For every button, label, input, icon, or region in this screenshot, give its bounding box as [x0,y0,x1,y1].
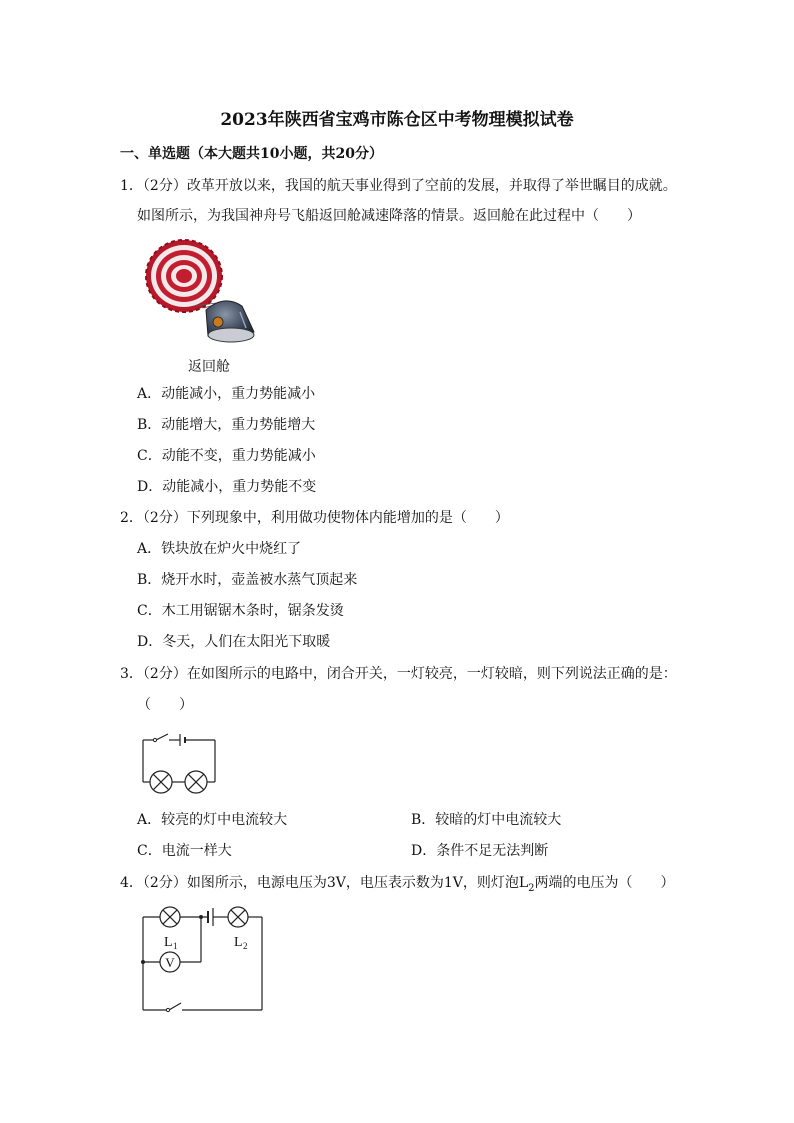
l1-label: L [164,935,173,950]
question-1-option-b: B．动能增大，重力势能增大 [137,417,316,433]
question-1-option-d: D．动能减小，重力势能不变 [137,479,317,495]
bulb-l2-icon [228,907,248,927]
question-3-stem-line2: （ ） [137,697,193,713]
voltmeter-icon [160,952,180,972]
question-3-option-a: A．较亮的灯中电流较大 [137,812,288,828]
question-4-stem-part2: 两端的电压为（ ） [534,875,675,891]
voltmeter-circuit-diagram [138,904,268,1016]
question-2-option-d: D．冬天，人们在太阳光下取暖 [137,634,331,650]
question-3-option-b: B．较暗的灯中电流较大 [411,812,562,828]
question-2-option-a: A．铁块放在炉火中烧红了 [137,541,302,557]
question-3-option-d: D．条件不足无法判断 [411,843,549,859]
voltmeter-label: V [165,955,175,970]
section-heading: 一、单选题（本大题共10小题，共20分） [120,146,383,162]
question-4-stem-subscript: 2 [528,882,535,894]
bulb-icon [150,771,172,793]
page-title: 2023年陕西省宝鸡市陈仓区中考物理模拟试卷 [220,110,574,130]
parachute-icon [146,240,222,312]
question-4-stem [120,873,675,899]
question-1-option-c: C．动能不变，重力势能减小 [137,448,316,464]
question-2-option-c: C．木工用锯锯木条时，锯条发烫 [137,603,344,619]
l1-subscript: 1 [173,941,178,951]
question-1-stem-line1: 1．（2分）改革开放以来，我国的航天事业得到了空前的发展，并取得了举世瞩目的成就。 [120,178,677,194]
bulb-icon [185,771,207,793]
question-1-stem-line2: 如图所示，为我国神舟号飞船返回舱减速降落的情景。返回舱在此过程中（ ） [137,208,641,224]
question-4-stem-part1: 4．（2分）如图所示，电源电压为3V，电压表示数为1V，则灯泡L [120,875,529,891]
series-circuit-diagram [140,730,220,794]
question-2-option-b: B．烧开水时，壶盖被水蒸气顶起来 [137,572,358,588]
figure-caption: 返回舱 [188,359,230,375]
l2-label: L [234,935,243,950]
question-2-stem: 2．（2分）下列现象中，利用做功使物体内能增加的是（ ） [120,510,509,526]
question-3-option-c: C．电流一样大 [137,843,232,859]
question-1-option-a: A．动能减小，重力势能减小 [137,386,316,402]
l2-subscript: 2 [243,941,248,951]
reentry-capsule-figure [144,236,264,348]
question-3-stem-line1: 3．（2分）在如图所示的电路中，闭合开关，一灯较亮，一灯较暗，则下列说法正确的是： [120,666,677,682]
bulb-l1-icon [160,907,180,927]
capsule-icon [206,301,254,342]
